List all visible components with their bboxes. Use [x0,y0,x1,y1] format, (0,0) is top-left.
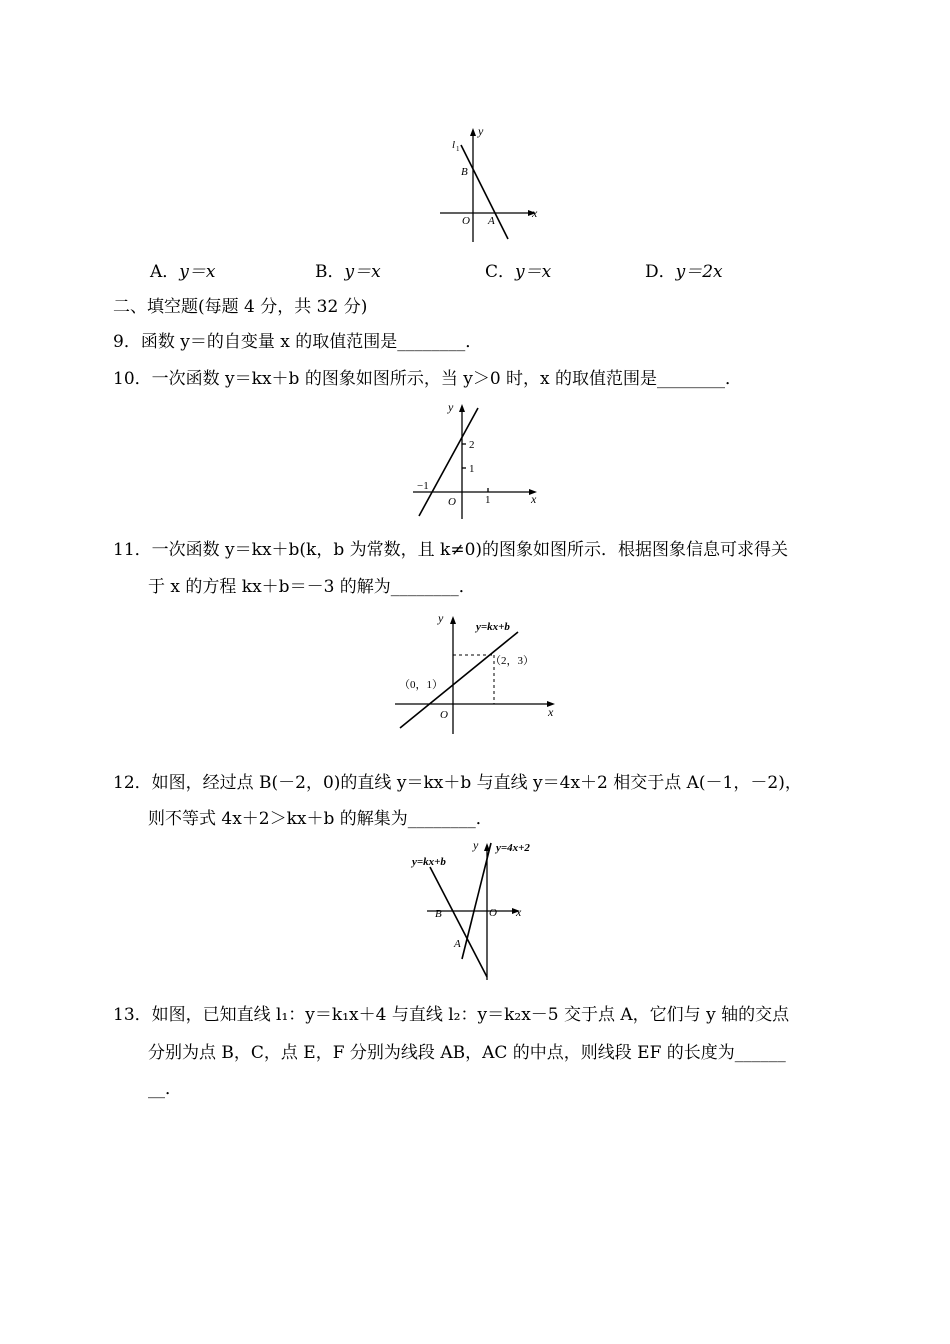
figure-1-graph [430,120,550,245]
figure-12-graph [405,835,560,985]
option-c-label: C． [485,262,516,282]
tick-label-neg1: −1 [417,480,429,492]
section-2-heading: 二、填空题(每题 4 分，共 32 分) [113,297,368,317]
option-a [150,261,215,283]
label-point-0-1: （0，1） [399,679,443,691]
question-12-line-1 [113,772,802,794]
q10-text: 一次函数 y＝kx＋b 的图象如图所示，当 y＞0 时，x 的取值范围是________． [151,369,743,389]
label-B: B [461,166,468,178]
label-y: y [438,611,444,625]
option-d-label: D． [645,262,676,282]
q11-number: 11． [113,540,152,560]
label-A: A [488,215,495,227]
question-11-line-1 [113,539,788,561]
figure-10-graph [405,395,550,525]
option-a-label: A． [150,262,180,282]
label-point-2-3: （2，3） [490,655,534,667]
q12-text-1: 如图，经过点 B(－2，0)的直线 y＝kx＋b 与直线 y＝4x＋2 相交于点 A(－1，－2)， [151,773,802,793]
question-12-line-2: 则不等式 4x＋2＞kx＋b 的解集为________． [148,809,493,829]
label-eq2: y=4x+2 [496,842,530,854]
tick-label-1-x: 1 [485,494,491,506]
label-eq1: y=kx+b [412,856,446,868]
label-y: y [478,124,484,138]
label-O: O [462,215,470,227]
option-c-equation: y＝x [515,262,552,282]
option-d-equation: y＝2x [675,262,723,282]
option-d [645,261,723,283]
option-c [485,261,551,283]
option-b-label: B． [315,262,345,282]
label-equation: y=kx+b [476,621,510,633]
tick-label-1-y: 1 [469,463,475,475]
label-y: y [448,400,454,414]
question-11-line-2: 于 x 的方程 kx＋b＝－3 的解为________． [148,577,476,597]
label-x: x [516,905,522,919]
line-kx-plus-b [430,867,487,977]
question-10 [113,368,742,390]
tick-label-2: 2 [469,439,475,451]
q9-number: 9． [113,332,141,352]
option-b-equation: y＝x [344,262,381,282]
question-13-line-3: __． [148,1079,182,1099]
q9-text: 函数 y＝的自变量 x 的取值范围是________． [140,332,483,352]
label-l1-sub: 1 [456,145,460,153]
label-x: x [531,492,537,506]
q10-number: 10． [113,369,152,389]
label-O: O [448,496,456,508]
label-x: x [532,206,538,220]
y-axis-arrow-icon [470,128,476,136]
y-axis-arrow-icon [459,404,465,412]
figure-11-graph [390,608,565,738]
option-b [315,261,381,283]
question-13-line-2: 分别为点 B，C，点 E，F 分别为线段 AB，AC 的中点，则线段 EF 的长度为______ [148,1043,786,1063]
label-O: O [440,709,448,721]
q13-number: 13． [113,1005,152,1025]
option-a-equation: y＝x [179,262,216,282]
label-y: y [473,838,479,852]
label-A: A [454,938,461,950]
q11-text-1: 一次函数 y＝kx＋b(k，b 为常数，且 k≠0)的图象如图所示．根据图象信息可求得关 [151,540,789,560]
label-O: O [489,907,497,919]
question-13-line-1 [113,1004,789,1026]
label-l1: l [452,139,456,151]
y-axis-arrow-icon [450,616,456,624]
q13-text-1: 如图，已知直线 l₁：y＝k₁x＋4 与直线 l₂：y＝k₂x－5 交于点 A，它们与 y 轴的交点 [151,1005,790,1025]
label-B: B [435,908,442,920]
question-9 [113,331,482,353]
q12-number: 12． [113,773,152,793]
label-x: x [548,705,554,719]
